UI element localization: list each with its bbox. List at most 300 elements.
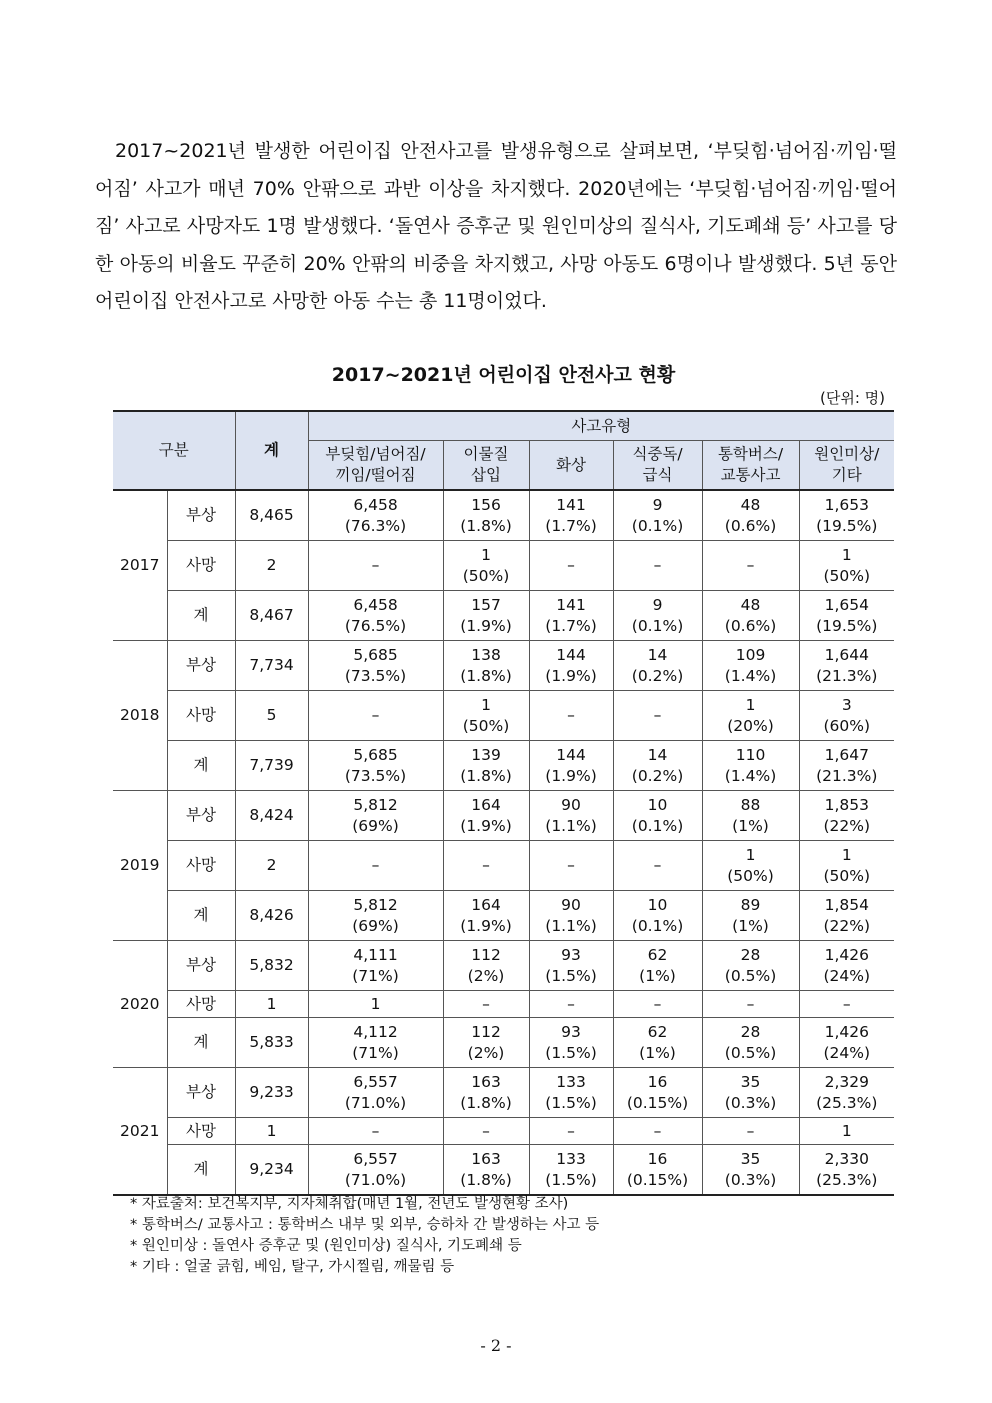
- row-label: 사망: [167, 991, 235, 1018]
- cell-count: 5,685: [353, 745, 398, 764]
- data-cell: [529, 891, 613, 941]
- row-total: 7,734: [235, 641, 308, 691]
- cell-percent: (24%): [823, 1043, 871, 1062]
- header-type-line: 원인미상/: [814, 445, 880, 463]
- data-cell: [308, 791, 443, 841]
- cell-percent: (0.2%): [631, 766, 684, 785]
- cell-percent: (20%): [727, 716, 774, 735]
- row-total: 1: [235, 991, 308, 1018]
- cell-percent: (0.15%): [626, 1170, 689, 1189]
- cell-percent: (21.3%): [816, 766, 878, 785]
- cell-count: –: [371, 1121, 380, 1140]
- data-cell: [308, 1018, 443, 1068]
- data-cell: [799, 541, 894, 591]
- header-type-0: [308, 441, 443, 491]
- cell-count: 28: [740, 945, 761, 964]
- note-unknown: * 원인미상 : 돌연사 증후군 및 (원인미상) 질식사, 기도폐쇄 등: [130, 1238, 522, 1254]
- cell-count: 16: [647, 1149, 668, 1168]
- data-cell: [613, 490, 702, 541]
- data-cell: [613, 1145, 702, 1196]
- table-title: 2017~2021년 어린이집 안전사고 현황: [331, 364, 676, 386]
- data-cell: [529, 691, 613, 741]
- header-total: 계: [235, 411, 308, 490]
- row-total: 9,233: [235, 1068, 308, 1118]
- row-label: 계: [167, 1018, 235, 1068]
- table-row: [113, 941, 894, 991]
- cell-percent: (50%): [823, 566, 871, 585]
- table-row: [113, 841, 894, 891]
- row-label: 사망: [167, 841, 235, 891]
- cell-count: –: [653, 556, 662, 574]
- cell-percent: (1.8%): [460, 666, 512, 685]
- row-label: 계: [167, 891, 235, 941]
- cell-count: 88: [740, 795, 761, 814]
- cell-percent: (76.5%): [344, 616, 407, 635]
- data-cell: [529, 1145, 613, 1196]
- data-cell: [308, 641, 443, 691]
- data-cell: [613, 791, 702, 841]
- data-cell: [529, 741, 613, 791]
- row-total: 8,424: [235, 791, 308, 841]
- data-cell: [702, 691, 799, 741]
- table-row: [113, 791, 894, 841]
- header-accident-type: 사고유형: [308, 411, 894, 441]
- cell-count: 14: [647, 645, 668, 664]
- data-cell: [799, 1018, 894, 1068]
- header-type-line: 화상: [556, 455, 586, 474]
- cell-count: 1: [481, 695, 491, 714]
- cell-count: 157: [471, 595, 501, 614]
- data-cell: [443, 1068, 529, 1118]
- year-cell: 2020: [113, 941, 167, 1068]
- data-cell: [308, 591, 443, 641]
- data-cell: [613, 741, 702, 791]
- header-type-line: 부딪힘/넘어짐/: [325, 445, 426, 463]
- data-cell: [443, 490, 529, 541]
- cell-percent: (50%): [727, 866, 774, 885]
- data-cell: [702, 991, 799, 1018]
- cell-count: 1: [841, 1121, 852, 1140]
- row-label: 부상: [167, 1068, 235, 1118]
- data-cell: [443, 841, 529, 891]
- table-unit: (단위: 명): [820, 389, 885, 407]
- row-total: 5,833: [235, 1018, 308, 1068]
- cell-percent: (1.9%): [545, 766, 597, 785]
- year-cell: 2019: [113, 791, 167, 941]
- cell-count: 1,854: [824, 895, 869, 914]
- cell-percent: (60%): [823, 716, 871, 735]
- data-cell: [308, 1068, 443, 1118]
- cell-count: 62: [647, 1022, 668, 1041]
- row-total: 8,467: [235, 591, 308, 641]
- data-cell: [799, 1145, 894, 1196]
- cell-count: 1,647: [824, 745, 869, 764]
- header-type-line: 통학버스/: [717, 445, 784, 463]
- note-source: * 자료출처: 보건복지부, 지자체취합(매년 1월, 전년도 발생현황 조사): [130, 1196, 569, 1212]
- cell-percent: (0.1%): [631, 616, 684, 635]
- cell-count: 9: [652, 595, 663, 614]
- cell-count: 10: [647, 895, 668, 914]
- cell-count: –: [746, 556, 755, 574]
- cell-percent: (0.5%): [724, 966, 777, 985]
- cell-count: 48: [740, 495, 761, 514]
- data-cell: [702, 891, 799, 941]
- cell-percent: (69%): [352, 816, 399, 835]
- table-row: [113, 991, 894, 1018]
- cell-count: 1: [481, 545, 491, 564]
- header-type-1: [443, 441, 529, 491]
- data-cell: [308, 741, 443, 791]
- row-total: 1: [235, 1118, 308, 1145]
- row-label: 부상: [167, 641, 235, 691]
- cell-count: –: [567, 1121, 575, 1140]
- cell-count: 4,112: [353, 1022, 398, 1041]
- data-cell: [799, 941, 894, 991]
- cell-percent: (1.8%): [460, 516, 512, 535]
- cell-percent: (0.1%): [631, 516, 684, 535]
- cell-count: 112: [471, 945, 501, 964]
- cell-percent: (71.0%): [344, 1170, 407, 1189]
- data-cell: [529, 1068, 613, 1118]
- body-paragraph: [95, 133, 897, 321]
- cell-count: 144: [556, 645, 586, 664]
- cell-percent: (1.7%): [545, 616, 597, 635]
- table-row: [113, 691, 894, 741]
- data-cell: [529, 641, 613, 691]
- data-cell: [529, 991, 613, 1018]
- cell-count: 93: [561, 945, 581, 964]
- cell-percent: (0.1%): [631, 916, 684, 935]
- row-label: 계: [167, 591, 235, 641]
- cell-percent: (1.9%): [460, 916, 512, 935]
- cell-percent: (1.9%): [545, 666, 597, 685]
- header-type-line: 삽입: [471, 466, 501, 484]
- cell-count: 163: [471, 1149, 501, 1168]
- cell-percent: (0.6%): [724, 516, 777, 535]
- cell-percent: (0.6%): [724, 616, 777, 635]
- cell-percent: (1.8%): [460, 1170, 512, 1189]
- cell-count: 93: [561, 1022, 581, 1041]
- cell-count: 1,426: [824, 945, 869, 964]
- cell-percent: (1.1%): [545, 816, 597, 835]
- cell-percent: (2%): [467, 966, 505, 985]
- paragraph-text: 2017~2021년 발생한 어린이집 안전사고를 발생유형으로 살펴보면, ‘부딪힘·넘어짐·끼임·떨어짐’ 사고가 매년 70% 안팎으로 과반 이상을 차지했다. 2020년에는 ‘부딪힘·넘어짐·끼임·떨어짐’ 사고로 사망자도 1명 발생했다. ‘돌연사 증후군 및 원인미상의 질식사, 기도폐쇄 등’ 사고를 당한 아동의 비율도 꾸준히 20% 안팎의 비중을 차지했고, 사망 아동도 6명이나 발생했다. 5년 동안 어린이집 안전사고로 사망한 아동 수는 총 11명이었다.: [95, 140, 897, 312]
- table-row: [113, 1145, 894, 1196]
- data-cell: [799, 641, 894, 691]
- data-cell: [308, 490, 443, 541]
- data-cell: [443, 1118, 529, 1145]
- row-label: 부상: [167, 490, 235, 541]
- cell-percent: (71%): [352, 966, 399, 985]
- table-notes: [130, 1194, 599, 1278]
- header-type-2: [529, 441, 613, 491]
- cell-count: 133: [556, 1149, 586, 1168]
- cell-count: 10: [647, 795, 668, 814]
- data-cell: [799, 591, 894, 641]
- cell-percent: (1.4%): [724, 766, 777, 785]
- table-row: [113, 591, 894, 641]
- cell-percent: (25.3%): [816, 1170, 878, 1189]
- cell-count: 6,557: [353, 1149, 398, 1168]
- data-cell: [443, 1145, 529, 1196]
- data-cell: [799, 691, 894, 741]
- data-cell: [613, 1118, 702, 1145]
- cell-count: –: [746, 994, 755, 1013]
- data-cell: [702, 1118, 799, 1145]
- row-label: 계: [167, 1145, 235, 1196]
- cell-percent: (1%): [639, 1043, 676, 1062]
- header-category: 구분: [113, 411, 235, 490]
- note-bus: * 통학버스/ 교통사고 : 통학버스 내부 및 외부, 승하차 간 발생하는 사고 등: [130, 1217, 600, 1233]
- cell-count: –: [746, 1121, 755, 1140]
- cell-count: 35: [740, 1072, 761, 1091]
- data-cell: [308, 841, 443, 891]
- header-type-line: 기타: [831, 466, 862, 484]
- data-cell: [702, 941, 799, 991]
- cell-count: 35: [740, 1149, 761, 1168]
- year-cell: 2017: [113, 490, 167, 641]
- cell-percent: (73.5%): [344, 766, 407, 785]
- cell-percent: (2%): [467, 1043, 505, 1062]
- data-cell: [308, 941, 443, 991]
- data-cell: [443, 1018, 529, 1068]
- cell-count: 1,653: [824, 495, 869, 514]
- data-cell: [799, 1068, 894, 1118]
- note-etc: * 기타 : 얼굴 긁힘, 베임, 탈구, 가시찔림, 깨물림 등: [130, 1259, 455, 1275]
- header-type-3: [613, 441, 702, 491]
- data-cell: [443, 791, 529, 841]
- cell-count: 2,329: [824, 1072, 869, 1091]
- header-type-line: 급식: [642, 466, 673, 484]
- cell-count: 2,330: [824, 1149, 869, 1168]
- cell-count: –: [567, 994, 575, 1013]
- cell-count: 6,458: [353, 595, 398, 614]
- row-total: 8,426: [235, 891, 308, 941]
- data-cell: [613, 891, 702, 941]
- row-label: 부상: [167, 941, 235, 991]
- table-row: [113, 741, 894, 791]
- cell-percent: (73.5%): [344, 666, 407, 685]
- cell-percent: (0.3%): [724, 1170, 777, 1189]
- cell-count: 1: [370, 994, 381, 1013]
- accident-table: [113, 410, 894, 1196]
- cell-count: 4,111: [353, 945, 398, 964]
- data-cell: [443, 691, 529, 741]
- data-cell: [613, 1068, 702, 1118]
- cell-count: 1: [841, 545, 852, 564]
- data-cell: [613, 641, 702, 691]
- cell-count: 62: [647, 945, 668, 964]
- cell-percent: (25.3%): [816, 1093, 878, 1112]
- row-total: 9,234: [235, 1145, 308, 1196]
- cell-count: –: [371, 556, 380, 574]
- data-cell: [702, 641, 799, 691]
- cell-count: 110: [735, 745, 766, 764]
- row-total: 2: [235, 841, 308, 891]
- data-cell: [443, 541, 529, 591]
- row-total: 5: [235, 691, 308, 741]
- data-cell: [613, 991, 702, 1018]
- data-cell: [799, 490, 894, 541]
- cell-percent: (1.5%): [545, 1093, 597, 1112]
- data-cell: [702, 541, 799, 591]
- row-total: 7,739: [235, 741, 308, 791]
- data-cell: [308, 891, 443, 941]
- cell-count: 28: [740, 1022, 761, 1041]
- cell-count: 1,426: [824, 1022, 869, 1041]
- data-cell: [529, 791, 613, 841]
- row-label: 사망: [167, 541, 235, 591]
- row-total: 8,465: [235, 490, 308, 541]
- cell-count: –: [482, 1121, 490, 1140]
- header-type-line: 이물질: [463, 445, 509, 463]
- cell-count: 164: [471, 795, 501, 814]
- data-cell: [702, 591, 799, 641]
- cell-count: 9: [652, 495, 663, 514]
- cell-count: 16: [647, 1072, 668, 1091]
- cell-count: 164: [471, 895, 501, 914]
- cell-count: 90: [561, 795, 581, 814]
- cell-count: 6,557: [353, 1072, 398, 1091]
- header-type-line: 식중독/: [632, 445, 683, 463]
- cell-count: 138: [471, 645, 501, 664]
- table-row: [113, 641, 894, 691]
- data-cell: [529, 1018, 613, 1068]
- data-cell: [443, 941, 529, 991]
- cell-percent: (21.3%): [816, 666, 878, 685]
- cell-count: 1: [841, 845, 852, 864]
- row-total: 5,832: [235, 941, 308, 991]
- year-cell: 2021: [113, 1068, 167, 1196]
- cell-percent: (1%): [732, 916, 769, 935]
- data-cell: [529, 591, 613, 641]
- cell-percent: (1.8%): [460, 766, 512, 785]
- cell-count: 14: [647, 745, 668, 764]
- data-cell: [529, 541, 613, 591]
- cell-count: 156: [471, 495, 501, 514]
- data-cell: [443, 641, 529, 691]
- row-label: 사망: [167, 1118, 235, 1145]
- data-cell: [443, 591, 529, 641]
- cell-percent: (1.4%): [724, 666, 777, 685]
- data-cell: [702, 841, 799, 891]
- cell-percent: (76.3%): [344, 516, 407, 535]
- table-row: [113, 1068, 894, 1118]
- cell-count: 144: [556, 745, 586, 764]
- cell-count: 89: [740, 895, 761, 914]
- cell-percent: (1%): [639, 966, 676, 985]
- data-cell: [702, 1068, 799, 1118]
- cell-percent: (0.1%): [631, 816, 684, 835]
- cell-count: –: [567, 856, 575, 874]
- cell-count: –: [653, 706, 662, 724]
- cell-count: 1,654: [824, 595, 869, 614]
- data-cell: [613, 591, 702, 641]
- cell-count: –: [567, 706, 575, 724]
- cell-percent: (1%): [732, 816, 769, 835]
- data-cell: [702, 741, 799, 791]
- data-cell: [702, 791, 799, 841]
- cell-count: 6,458: [353, 495, 398, 514]
- cell-percent: (1.9%): [460, 616, 512, 635]
- header-type-5: [799, 441, 894, 491]
- row-label: 사망: [167, 691, 235, 741]
- cell-count: 163: [471, 1072, 501, 1091]
- cell-count: –: [842, 994, 851, 1013]
- cell-percent: (50%): [462, 716, 510, 735]
- cell-percent: (1.5%): [545, 1043, 597, 1062]
- table-row: [113, 891, 894, 941]
- cell-count: –: [567, 556, 575, 574]
- data-cell: [613, 691, 702, 741]
- cell-percent: (19.5%): [816, 616, 878, 635]
- row-total: 2: [235, 541, 308, 591]
- cell-count: –: [653, 856, 662, 874]
- cell-count: 5,812: [353, 795, 398, 814]
- page-number: - 2 -: [480, 1336, 512, 1355]
- cell-count: 109: [735, 645, 766, 664]
- cell-percent: (1.5%): [545, 966, 597, 985]
- table-row: [113, 1018, 894, 1068]
- header-type-line: 교통사고: [720, 466, 781, 484]
- data-cell: [529, 490, 613, 541]
- data-cell: [443, 891, 529, 941]
- data-cell: [613, 1018, 702, 1068]
- data-cell: [308, 991, 443, 1018]
- cell-percent: (1.9%): [460, 816, 512, 835]
- data-cell: [613, 541, 702, 591]
- cell-count: –: [371, 856, 380, 874]
- cell-count: 139: [471, 745, 501, 764]
- cell-percent: (50%): [823, 866, 871, 885]
- cell-count: 112: [471, 1022, 501, 1041]
- cell-count: –: [371, 706, 380, 724]
- cell-percent: (1.8%): [460, 1093, 512, 1112]
- header-type-4: [702, 441, 799, 491]
- data-cell: [799, 1118, 894, 1145]
- cell-count: –: [653, 1121, 662, 1140]
- data-cell: [308, 541, 443, 591]
- cell-count: 5,685: [353, 645, 398, 664]
- cell-count: 1,644: [824, 645, 869, 664]
- data-cell: [308, 691, 443, 741]
- data-cell: [799, 991, 894, 1018]
- cell-count: 1,853: [824, 795, 869, 814]
- cell-percent: (0.15%): [626, 1093, 689, 1112]
- cell-count: 133: [556, 1072, 586, 1091]
- cell-percent: (0.2%): [631, 666, 684, 685]
- data-cell: [529, 1118, 613, 1145]
- row-label: 부상: [167, 791, 235, 841]
- table-row: [113, 541, 894, 591]
- cell-count: –: [482, 856, 490, 874]
- data-cell: [613, 841, 702, 891]
- cell-count: 1: [745, 695, 756, 714]
- cell-percent: (0.3%): [724, 1093, 777, 1112]
- cell-count: 3: [841, 695, 852, 714]
- cell-percent: (1.1%): [545, 916, 597, 935]
- data-cell: [702, 490, 799, 541]
- data-cell: [613, 941, 702, 991]
- cell-percent: (19.5%): [816, 516, 878, 535]
- cell-percent: (1.5%): [545, 1170, 597, 1189]
- row-label: 계: [167, 741, 235, 791]
- data-cell: [799, 741, 894, 791]
- data-cell: [529, 941, 613, 991]
- data-cell: [443, 991, 529, 1018]
- cell-count: 1: [745, 845, 756, 864]
- data-cell: [308, 1118, 443, 1145]
